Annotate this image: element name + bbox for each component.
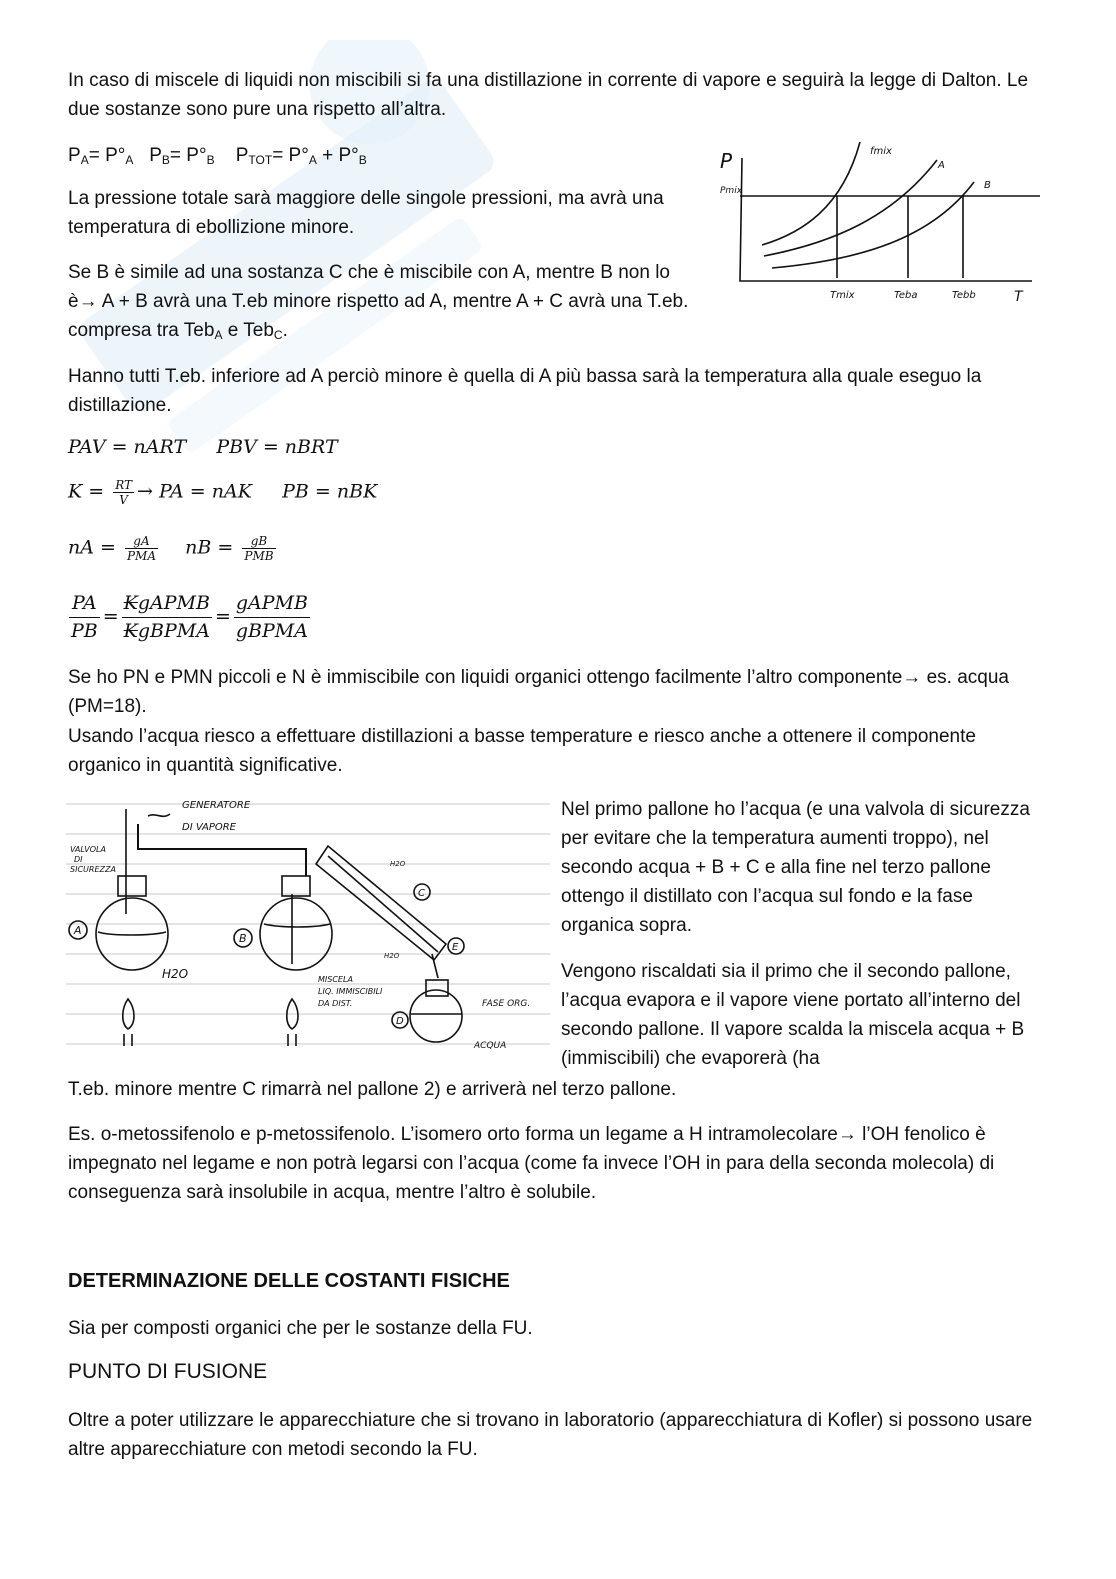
graph-curve-b-label: B	[984, 180, 991, 191]
paragraph-low-temperature: Usando l’acqua riesco a effettuare distillazioni a basse temperature e riesco anche a ottenere il componente organico in quantità significative.	[68, 726, 976, 776]
generator-label-line2: DI VAPORE	[182, 822, 236, 833]
paragraph-heating-continued: T.eb. minore mentre C rimarrà nel pallone 2) e arriverà nel terzo pallone.	[68, 1079, 677, 1100]
arrow-icon: →	[78, 291, 98, 312]
e-label: E	[452, 942, 459, 953]
arrow-icon: →	[137, 480, 153, 503]
partial-pressure-formulas: $P_A= P^\circ_A$ $P_B= P^\circ_B$ $P_{TOT}= P^\circ_A + P^\circ_B$	[68, 145, 367, 167]
condenser-c-label: C	[418, 888, 425, 899]
water-flask-label: H2O	[162, 967, 189, 981]
paragraph-methoxyphenol-example: Es. o-metossifenolo e p-metossifenolo. L’isomero orto forma un legame a H intramolecolare→ l’OH fenolico è impegnato nel legame e non potrà legarsi con l’acqua (come fa invece l’OH in para della seconda molecola) di conseguenza sarà insolubile in acqua, mentre l’altro è solubile.	[68, 1124, 995, 1203]
organic-phase-label: FASE ORG.	[482, 999, 531, 1009]
paragraph-heating: Vengono riscaldati sia il primo che il secondo pallone, l’acqua evapora e il vapore viene portato all’interno del secondo pallone. Il vapore scalda la miscela acqua + B (immiscibili) che evaporerà (ha	[561, 961, 1025, 1069]
flask-b-label: B	[239, 932, 247, 945]
paragraph-water-example: Se ho PN e PMN piccoli e N è immiscibile con liquidi organici ottengo facilmente l’altro componente→ es. acqua (PM=18).	[68, 667, 1009, 717]
paragraph-boiling-point: Hanno tutti T.eb. inferiore ad A perciò minore è quella di A più bassa sarà la temperatura alla quale eseguo la distillazione.	[68, 366, 982, 416]
graph-y-axis-label: P	[720, 149, 733, 173]
equation-constant-k: K = $\frac{RT}{V}$ → PA = nAK PB = nBK	[68, 478, 378, 507]
mixture-label-line3: DA DIST.	[318, 999, 353, 1008]
graph-pmix-label: Pmix	[720, 186, 743, 196]
graph-curve-mix-label: fmix	[870, 146, 892, 157]
paragraph-total-pressure: La pressione totale sarà maggiore delle singole pressioni, ma avrà una temperatura di ebollizione minore.	[68, 188, 664, 238]
paragraph-scope: Sia per composti organici che per le sostanze della FU.	[68, 1318, 533, 1339]
graph-teba-label: Teba	[894, 290, 918, 301]
section-heading: DETERMINAZIONE DELLE COSTANTI FISICHE	[68, 1270, 510, 1292]
graph-tmix-label: Tmix	[830, 290, 855, 301]
valve-label-line3: SICUREZZA	[70, 865, 116, 874]
equation-ideal-gas: PAV = nART PBV = nBRT	[68, 436, 338, 458]
paragraph-miscibility: Se B è simile ad una sostanza C che è miscibile con A, mentre B non lo è→ A + B avrà una T.eb minore rispetto ad A, mentre A + C avrà una T.eb. compresa tra Teb$_A$ e Teb$_C$.	[68, 262, 689, 342]
flask-d-label: D	[396, 1016, 404, 1027]
graph-curve-a-label: A	[938, 160, 945, 171]
valve-label: VALVOLA	[70, 845, 106, 854]
mixture-label-line2: LIQ. IMMISCIBILI	[318, 987, 383, 996]
graph-x-axis-label: T	[1014, 289, 1023, 305]
condenser-water-top-label: H2O	[390, 860, 406, 868]
arrow-icon: →	[902, 667, 922, 688]
vapor-pressure-graph	[712, 138, 1047, 313]
paragraph-flasks: Nel primo pallone ho l’acqua (e una valvola di sicurezza per evitare che la temperatura aumenti troppo), nel secondo acqua + B + C e alla fine nel terzo pallone ottengo il distillato con l’acqua sul fondo e la fase organica sopra.	[561, 799, 1030, 936]
equation-pressure-ratio: $\frac{PA}{PB}$ = $\frac{\text{KgAPMB}}{\text{KgBPMA}}$ = $\frac{\text{gAPMB}}{\text{gBPMA}}$	[71, 592, 308, 642]
paragraph-intro: In caso di miscele di liquidi non miscibili si fa una distillazione in corrente di vapore e seguirà la legge di Dalton. Le due sostanze sono pure una rispetto all’altra.	[68, 70, 1029, 120]
equation-moles: nA = $\frac{gA}{\text{PMA}}$ nB = $\frac{gB}{\text{PMB}}$	[68, 534, 274, 563]
generator-label: GENERATORE	[182, 800, 251, 811]
paragraph-equipment: Oltre a poter utilizzare le apparecchiature che si trovano in laboratorio (apparecchiatura di Kofler) si possono usare altre apparecchiature con metodi secondo la FU.	[68, 1410, 1033, 1460]
graph-tebb-label: Tebb	[952, 290, 976, 301]
mixture-label: MISCELA	[318, 975, 353, 984]
arrow-icon: →	[837, 1124, 857, 1145]
water-phase-label: ACQUA	[474, 1041, 507, 1051]
valve-label-line2: DI	[74, 855, 83, 864]
flask-a-label: A	[74, 924, 82, 937]
subsection-heading: PUNTO DI FUSIONE	[68, 1360, 268, 1383]
condenser-water-mid-label: H2O	[384, 952, 400, 960]
steam-distillation-apparatus	[66, 794, 550, 1056]
